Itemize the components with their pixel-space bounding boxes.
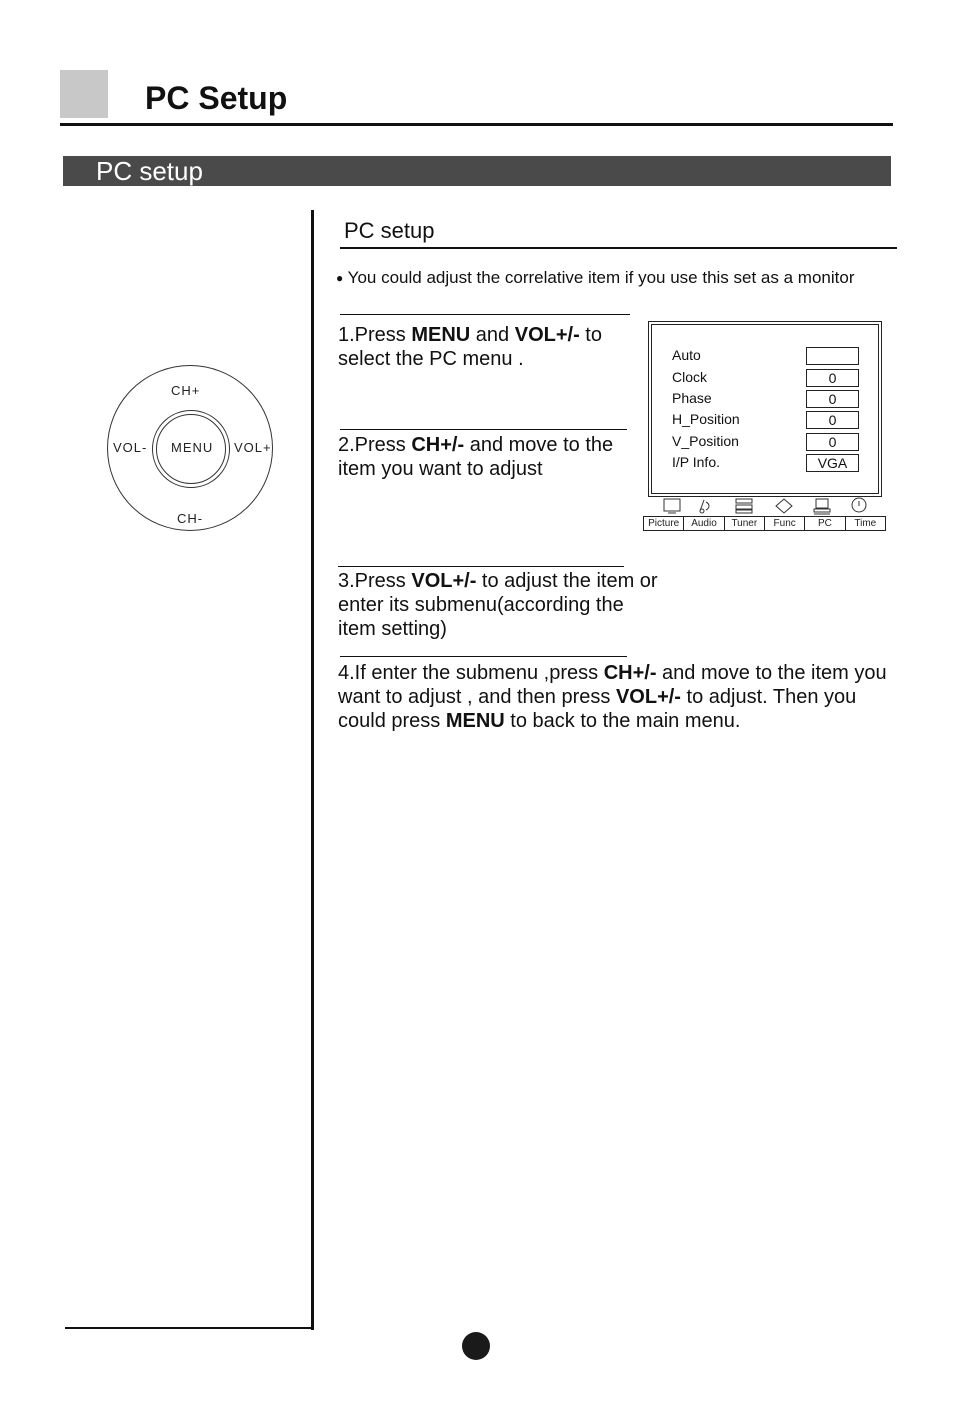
- osd-row-value: 0: [806, 369, 859, 387]
- osd-row-label: H_Position: [672, 411, 740, 427]
- step-text: and move to the item you want to adjust , and then press: [338, 662, 887, 708]
- section-bar: [63, 156, 891, 186]
- step-keyword: CH+/-: [411, 434, 465, 456]
- step-text: 4.If enter the submenu ,press: [338, 662, 604, 684]
- content-heading: PC setup: [344, 218, 435, 243]
- step-2: [338, 433, 634, 481]
- step-text: to back to the main menu.: [504, 710, 741, 732]
- bottom-divider: [65, 1327, 314, 1329]
- step-text: and: [470, 324, 515, 346]
- remote-ch-plus-label: CH+: [171, 383, 201, 398]
- picture-icon: [664, 499, 680, 513]
- bullet-dot-icon: ●: [336, 271, 344, 285]
- osd-row-label: V_Position: [672, 433, 739, 449]
- osd-menu-inner-frame: [651, 324, 879, 494]
- osd-row-label: Auto: [672, 347, 701, 363]
- audio-icon: [700, 500, 709, 513]
- title-marker: [60, 70, 108, 118]
- step-divider: [340, 656, 627, 657]
- remote-menu-label: MENU: [171, 440, 214, 455]
- osd-icon-strip: [656, 496, 880, 516]
- step-keyword: VOL+/-: [514, 324, 580, 346]
- osd-row-value: VGA: [806, 454, 859, 472]
- step-text: to adjust. Then you could press: [338, 686, 857, 732]
- osd-tab-pc: PC: [805, 517, 845, 530]
- osd-tab-bar: [643, 516, 886, 531]
- function-icon: [776, 499, 792, 513]
- osd-tab-audio: Audio: [684, 517, 724, 530]
- step-keyword: VOL+/-: [411, 570, 477, 592]
- step-4: [338, 661, 894, 733]
- osd-tab-func: Func: [765, 517, 805, 530]
- pc-icon: [814, 499, 830, 514]
- osd-tab-picture: Picture: [644, 517, 684, 530]
- osd-row-label: Clock: [672, 369, 708, 385]
- osd-row-value: 0: [806, 433, 859, 451]
- step-divider: [340, 429, 627, 430]
- step-text: 2.Press: [338, 434, 412, 456]
- step-1: [338, 323, 628, 371]
- osd-row-value: [806, 347, 859, 365]
- time-icon: [852, 498, 866, 512]
- column-divider: [311, 210, 314, 1330]
- osd-row-value: 0: [806, 411, 859, 429]
- title-divider: [60, 123, 893, 126]
- osd-tab-time: Time: [854, 518, 877, 529]
- step-text: to select the PC menu .: [338, 324, 602, 370]
- step-keyword: MENU: [411, 324, 471, 346]
- step-keyword: MENU: [445, 710, 505, 732]
- step-keyword: VOL+/-: [615, 686, 681, 708]
- section-title: PC setup: [96, 156, 203, 186]
- osd-row-label: I/P Info.: [672, 454, 720, 470]
- step-text: 3.Press: [338, 570, 412, 592]
- page-title: PC Setup: [145, 80, 288, 116]
- osd-row-value: 0: [806, 390, 859, 408]
- step-divider: [338, 566, 624, 567]
- osd-row-label: Phase: [672, 390, 712, 406]
- content-heading-divider: [340, 247, 897, 249]
- step-divider: [340, 314, 630, 315]
- step-text: and move to the item you want to adjust: [338, 434, 614, 480]
- step-3: [338, 569, 658, 641]
- step-text: 1.Press: [338, 324, 412, 346]
- osd-tab-tuner: Tuner: [725, 517, 765, 530]
- tuner-icon: [736, 499, 752, 513]
- step-keyword: CH+/-: [603, 662, 657, 684]
- intro-bullet: [336, 265, 856, 291]
- step-text: to adjust the item or enter its submenu(according the item setting): [338, 570, 658, 640]
- intro-bullet-text: You could adjust the correlative item if you use this set as a monitor: [347, 268, 855, 287]
- osd-menu-screen: [648, 321, 882, 497]
- remote-vol-minus-label: VOL-: [113, 440, 148, 455]
- remote-ch-minus-label: CH-: [177, 511, 204, 526]
- remote-vol-plus-label: VOL+: [234, 440, 272, 455]
- page-number-dot: [462, 1332, 490, 1360]
